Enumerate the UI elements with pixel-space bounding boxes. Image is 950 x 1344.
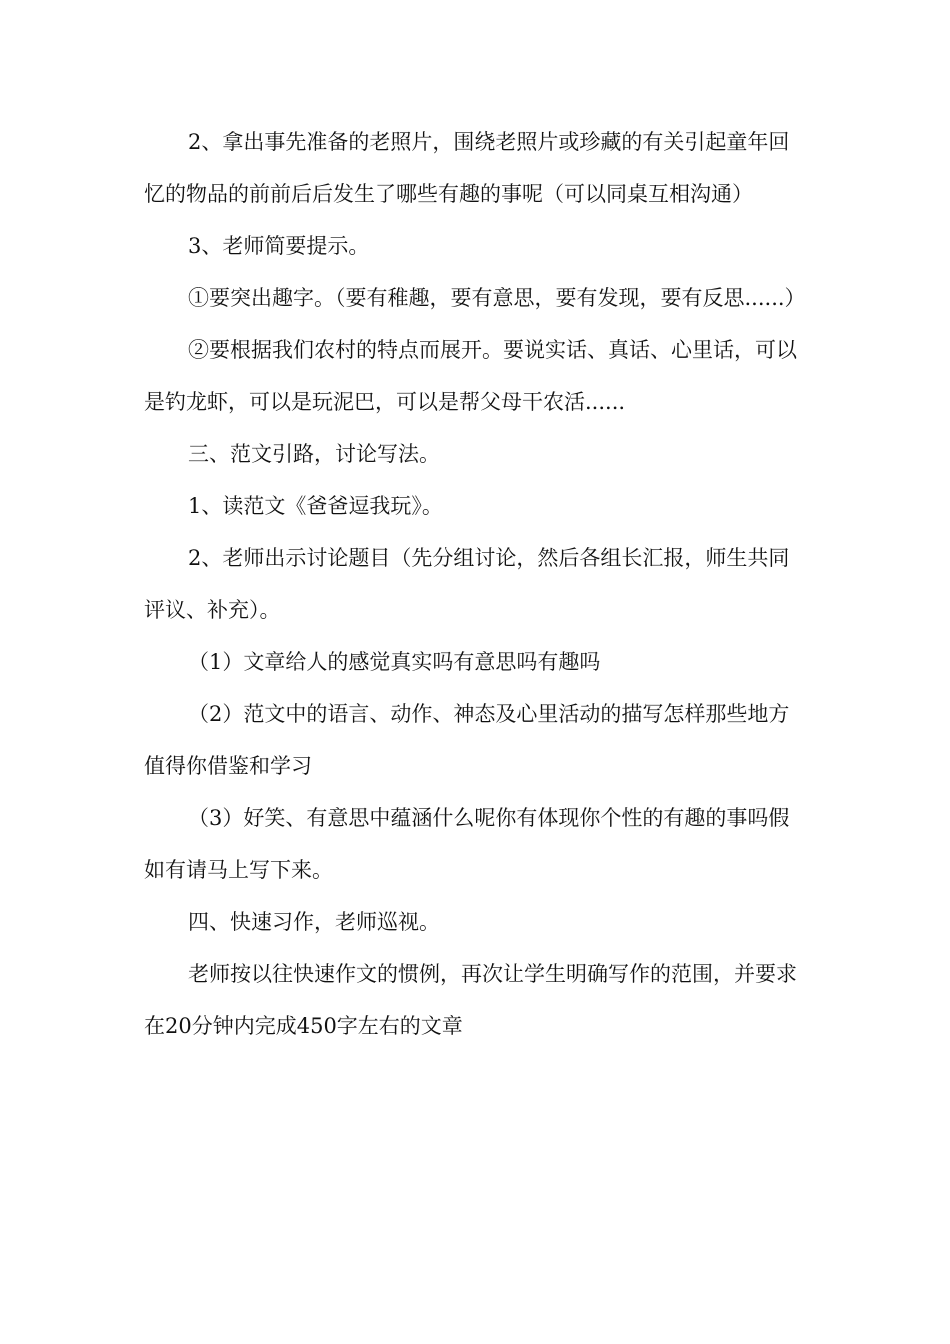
paragraph-discussion-topics: 2、老师出示讨论题目（先分组讨论，然后各组长汇报，师生共同评议、补充）。 (144, 546, 790, 622)
section-heading-model-essay: 三、范文引路，讨论写法。 (188, 442, 440, 466)
paragraph-question-2: （2）范文中的语言、动作、神态及心里活动的描写怎样那些地方值得你借鉴和学习 (144, 702, 790, 778)
paragraph-hint-rural: ②要根据我们农村的特点而展开。要说实话、真话、心里话，可以是钓龙虾，可以是玩泥巴，可以是帮父母干农活...... (144, 338, 797, 414)
paragraph-teacher-hint: 3、老师简要提示。 (188, 234, 370, 258)
paragraph-photo-activity: 2、拿出事先准备的老照片，围绕老照片或珍藏的有关引起童年回忆的物品的前前后后发生了哪些有趣的事呢（可以同桌互相沟通） (144, 130, 790, 206)
document-body (144, 116, 808, 1052)
paragraph-writing-requirement: 老师按以往快速作文的惯例，再次让学生明确写作的范围，并要求在20分钟内完成450字左右的文章 (144, 962, 797, 1038)
section-heading-quick-writing: 四、快速习作，老师巡视。 (188, 910, 440, 934)
paragraph-hint-fun: ①要突出趣字。（要有稚趣，要有意思，要有发现，要有反思......） (188, 286, 806, 310)
paragraph-read-model: 1、读范文《爸爸逗我玩》。 (188, 494, 443, 518)
paragraph-question-3: （3）好笑、有意思中蕴涵什么呢你有体现你个性的有趣的事吗假如有请马上写下来。 (144, 806, 790, 882)
paragraph-question-1: （1）文章给人的感觉真实吗有意思吗有趣吗 (188, 650, 601, 674)
